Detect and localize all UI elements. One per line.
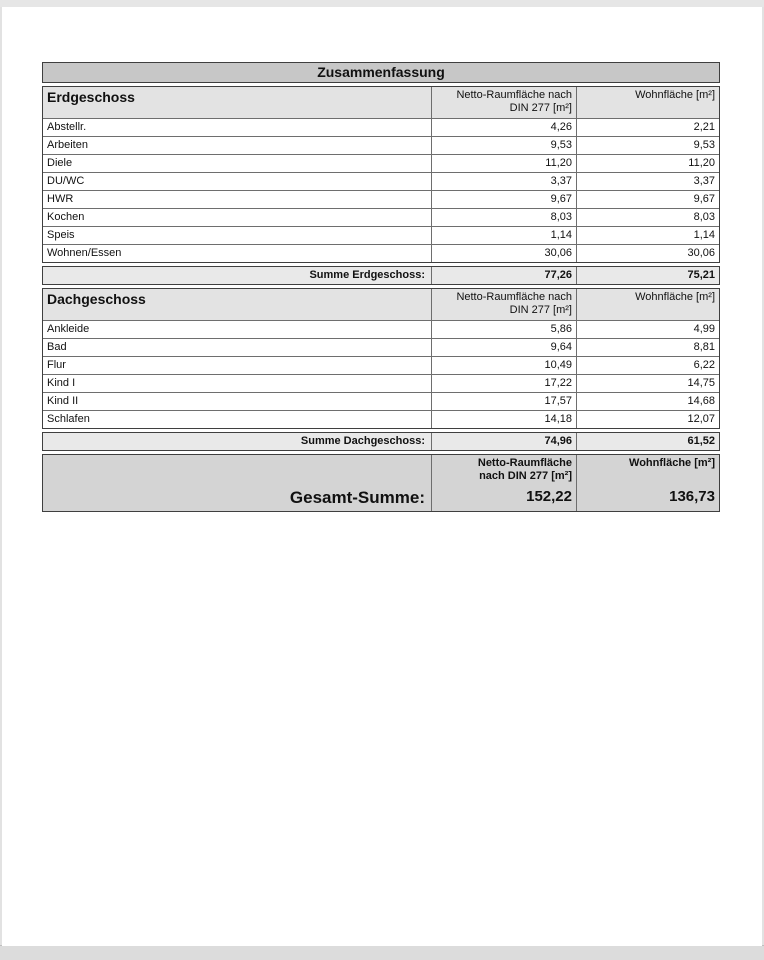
wohn-value: 14,75 <box>576 375 719 392</box>
sum-row <box>43 433 719 450</box>
scan-edge-top <box>0 0 764 7</box>
sum-label: Summe Dachgeschoss: <box>300 435 425 447</box>
room-name: HWR <box>47 193 74 205</box>
section-header-dachgeschoss <box>43 289 719 320</box>
table-row <box>43 172 719 190</box>
netto-value: 30,06 <box>431 245 576 262</box>
sum-row-erdgeschoss <box>42 266 720 285</box>
wohn-value: 8,03 <box>576 209 719 226</box>
room-name: Kochen <box>47 211 85 223</box>
room-name: Ankleide <box>47 323 90 335</box>
room-name: Schlafen <box>47 413 90 425</box>
netto-value: 9,64 <box>431 339 576 356</box>
total-column-header-wohnflaeche: Wohnfläche [m²] <box>576 455 719 485</box>
section-title: Erdgeschoss <box>47 89 135 105</box>
netto-value: 5,86 <box>431 321 576 338</box>
wohn-value: 14,68 <box>576 393 719 410</box>
wohn-value: 6,22 <box>576 357 719 374</box>
section-header-erdgeschoss <box>43 87 719 118</box>
room-name: Speis <box>47 229 75 241</box>
table-row <box>43 190 719 208</box>
wohn-value: 9,53 <box>576 137 719 154</box>
section-erdgeschoss <box>42 86 720 263</box>
netto-value: 8,03 <box>431 209 576 226</box>
table-title: Zusammenfassung <box>42 62 720 83</box>
netto-value: 17,57 <box>431 393 576 410</box>
sum-wohn-value: 75,21 <box>576 267 719 284</box>
summary-table <box>42 62 720 515</box>
netto-value: 14,18 <box>431 411 576 428</box>
room-name: Bad <box>47 341 67 353</box>
total-label: Gesamt-Summe: <box>289 488 425 507</box>
section-dachgeschoss <box>42 288 720 429</box>
total-block <box>42 454 720 512</box>
column-header-netto: Netto-Raumfläche nach DIN 277 [m²] <box>431 87 576 118</box>
table-row <box>43 118 719 136</box>
table-row <box>43 374 719 392</box>
sum-row-dachgeschoss <box>42 432 720 451</box>
scan-edge-bottom <box>0 945 764 960</box>
netto-value: 9,67 <box>431 191 576 208</box>
column-header-wohnflaeche: Wohnfläche [m²] <box>576 87 719 118</box>
document-page <box>2 7 762 946</box>
room-name: Kind I <box>47 377 76 389</box>
room-name: Diele <box>47 157 73 169</box>
table-row <box>43 338 719 356</box>
table-row <box>43 226 719 244</box>
room-name: Abstellr. <box>47 121 87 133</box>
table-row <box>43 244 719 262</box>
netto-value: 17,22 <box>431 375 576 392</box>
room-name: Wohnen/Essen <box>47 247 122 259</box>
wohn-value: 11,20 <box>576 155 719 172</box>
total-netto-value: 152,22 <box>431 485 576 511</box>
table-row <box>43 136 719 154</box>
table-row <box>43 320 719 338</box>
room-name: DU/WC <box>47 175 85 187</box>
table-row <box>43 392 719 410</box>
total-header-spacer <box>43 455 431 485</box>
total-column-header-netto <box>431 455 576 485</box>
wohn-value: 1,14 <box>576 227 719 244</box>
sum-label: Summe Erdgeschoss: <box>309 269 425 281</box>
wohn-value: 4,99 <box>576 321 719 338</box>
netto-value: 11,20 <box>431 155 576 172</box>
total-column-header-netto-text: Netto-Raumfläche nach DIN 277 [m²] <box>477 457 572 482</box>
wohn-value: 2,21 <box>576 119 719 136</box>
wohn-value: 9,67 <box>576 191 719 208</box>
netto-value: 10,49 <box>431 357 576 374</box>
table-row <box>43 410 719 428</box>
column-header-netto: Netto-Raumfläche nach DIN 277 [m²] <box>431 289 576 320</box>
room-name: Flur <box>47 359 66 371</box>
table-row <box>43 356 719 374</box>
table-row <box>43 154 719 172</box>
sum-wohn-value: 61,52 <box>576 433 719 450</box>
section-title: Dachgeschoss <box>47 291 146 307</box>
total-header-row <box>43 455 719 485</box>
netto-value: 9,53 <box>431 137 576 154</box>
wohn-value: 30,06 <box>576 245 719 262</box>
column-header-wohnflaeche: Wohnfläche [m²] <box>576 289 719 320</box>
netto-value: 3,37 <box>431 173 576 190</box>
sum-netto-value: 74,96 <box>431 433 576 450</box>
netto-value: 1,14 <box>431 227 576 244</box>
table-row <box>43 208 719 226</box>
room-name: Arbeiten <box>47 139 88 151</box>
total-wohn-value: 136,73 <box>576 485 719 511</box>
total-sum-row <box>43 485 719 511</box>
room-name: Kind II <box>47 395 79 407</box>
wohn-value: 8,81 <box>576 339 719 356</box>
wohn-value: 3,37 <box>576 173 719 190</box>
netto-value: 4,26 <box>431 119 576 136</box>
sum-netto-value: 77,26 <box>431 267 576 284</box>
wohn-value: 12,07 <box>576 411 719 428</box>
sum-row <box>43 267 719 284</box>
